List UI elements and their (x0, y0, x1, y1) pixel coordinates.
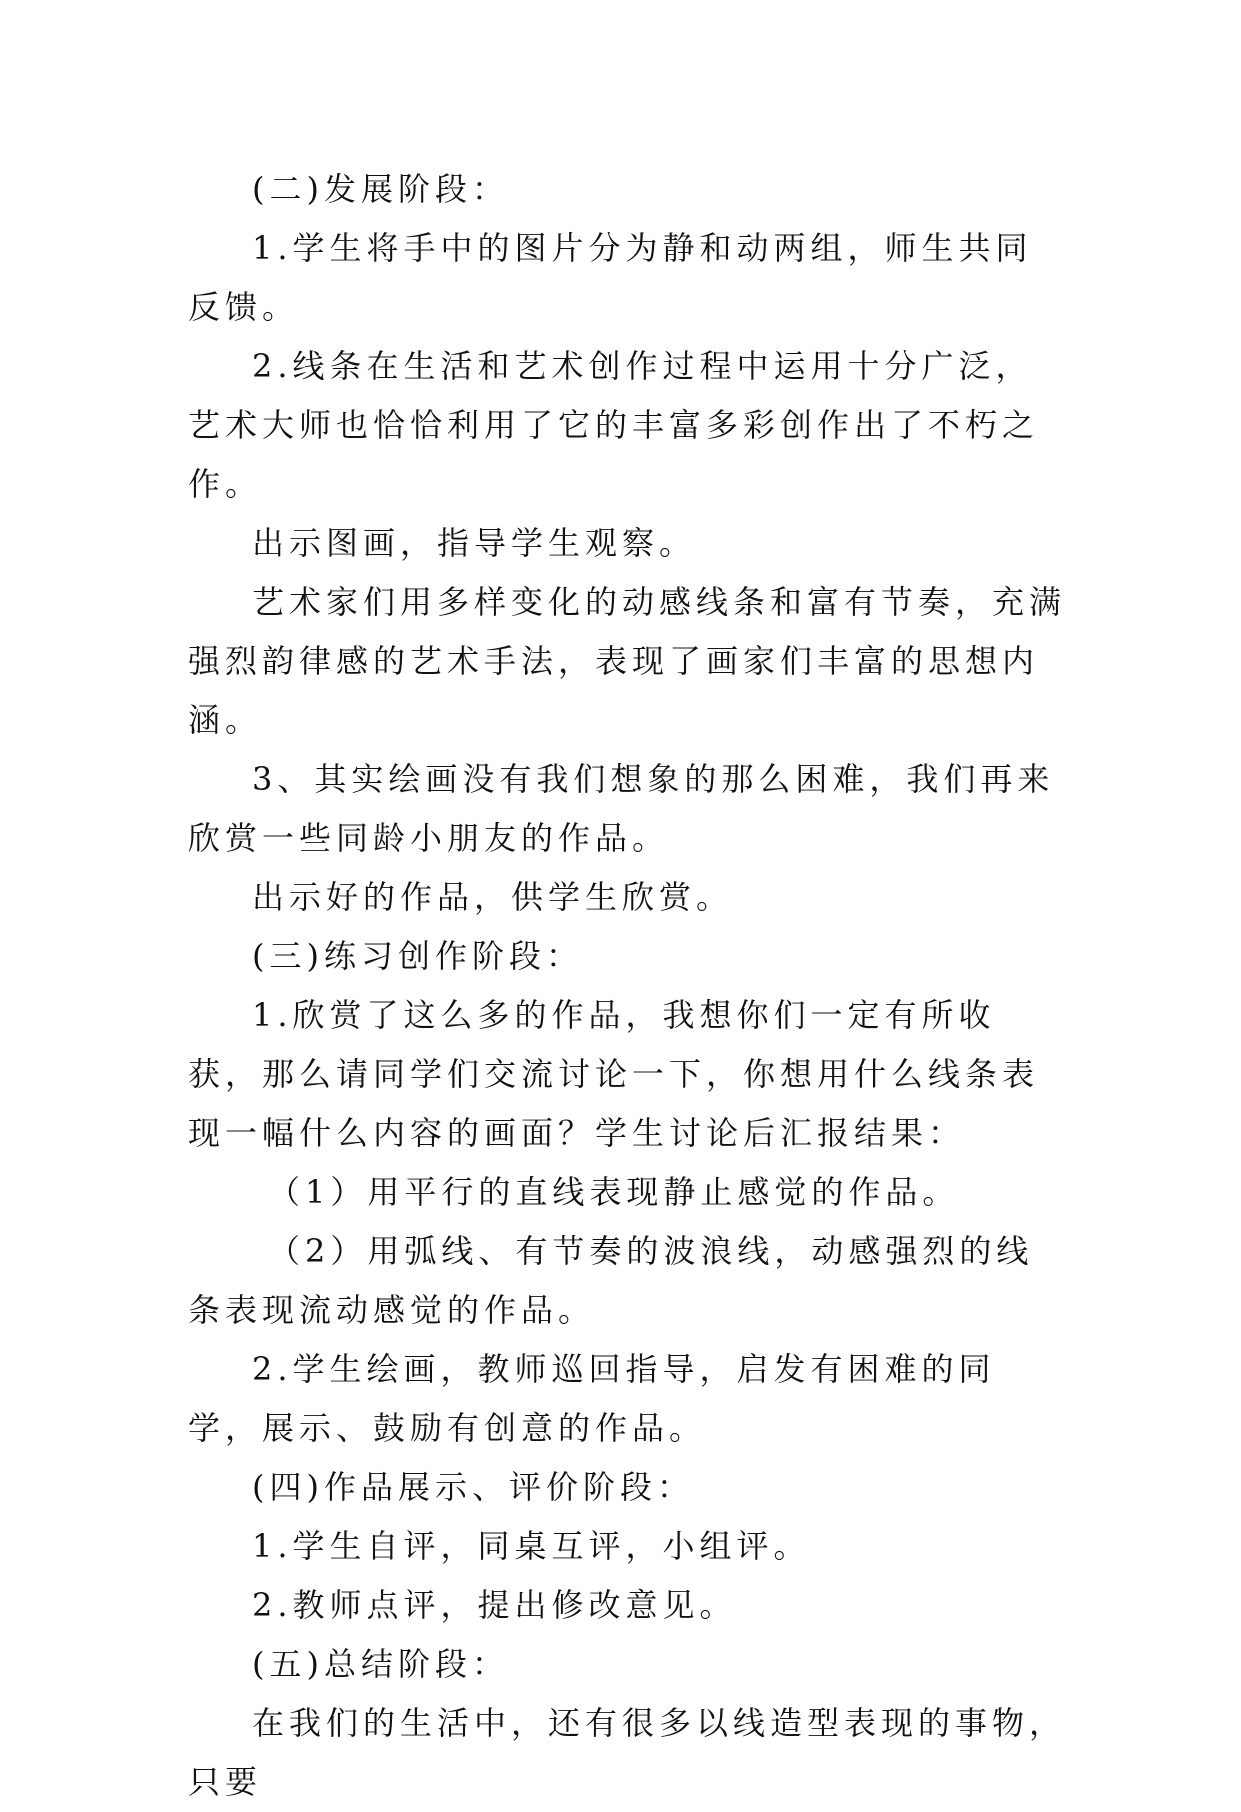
paragraph: 1.欣赏了这么多的作品，我想你们一定有所收获，那么请同学们交流讨论一下，你想用什么线条表现一幅什么内容的画面？学生讨论后汇报结果： (188, 996, 1040, 1152)
section-heading-development: (二)发展阶段： (252, 170, 509, 208)
paragraph: 2.学生绘画，教师巡回指导，启发有困难的同学，展示、鼓励有创意的作品。 (188, 1350, 996, 1447)
paragraph: 1.学生将手中的图片分为静和动两组，师生共同反馈。 (188, 229, 1033, 326)
paragraph: 出示图画，指导学生观察。 (252, 524, 697, 562)
paragraph: 出示好的作品，供学生欣赏。 (252, 878, 734, 916)
paragraph: 艺术家们用多样变化的动感线条和富有节奏，充满强烈韵律感的艺术手法，表现了画家们丰富的思想内涵。 (188, 583, 1067, 739)
paragraph: 在我们的生活中，还有很多以线造型表现的事物，只要 (188, 1704, 1067, 1801)
sub-item: （2）用弧线、有节奏的波浪线，动感强烈的线条表现流动感觉的作品。 (188, 1232, 1034, 1329)
paragraph: 3、其实绘画没有我们想象的那么困难，我们再来欣赏一些同龄小朋友的作品。 (188, 760, 1055, 857)
paragraph: 1.学生自评，同桌互评，小组评。 (252, 1527, 811, 1565)
paragraph: 2.线条在生活和艺术创作过程中运用十分广泛，艺术大师也恰恰利用了它的丰富多彩创作出了不朽之作。 (188, 347, 1040, 503)
paragraph: 2.教师点评，提出修改意见。 (252, 1586, 737, 1624)
section-heading-evaluation: (四)作品展示、评价阶段： (252, 1468, 694, 1506)
sub-item: （1）用平行的直线表现静止感觉的作品。 (268, 1173, 960, 1211)
section-heading-summary: (五)总结阶段： (252, 1645, 509, 1683)
section-heading-practice: (三)练习创作阶段： (252, 937, 583, 975)
document-body (188, 160, 1068, 1812)
